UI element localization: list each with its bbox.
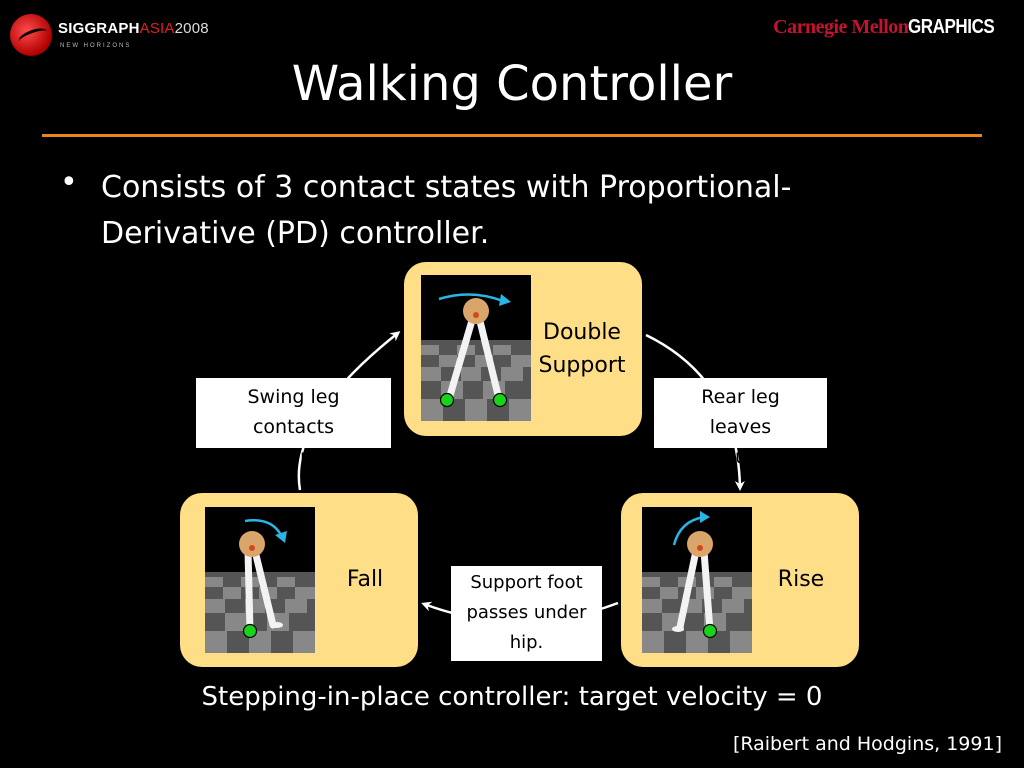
cmu-logo-text: Carnegie Mellon xyxy=(773,16,909,38)
citation: [Raibert and Hodgins, 1991] xyxy=(732,733,1002,755)
graphics-logo-text: GRAPHICS xyxy=(908,16,995,38)
bullet-text: Consists of 3 contact states with Proportional-Derivative (PD) controller. xyxy=(101,170,792,251)
contact-point-icon xyxy=(494,394,507,407)
double-support-figure xyxy=(421,275,531,421)
slide-caption: Stepping-in-place controller: target velocity = 0 xyxy=(201,682,823,712)
bullet-icon: • xyxy=(60,165,78,200)
contact-point-icon xyxy=(704,625,717,638)
siggraph-logo-text: SIGGRAPHASIA2008 xyxy=(58,20,209,37)
slide-title: Walking Controller xyxy=(291,56,733,112)
state-fall xyxy=(180,493,418,667)
state-label-double-support: Double Support xyxy=(538,320,626,378)
contact-point-icon xyxy=(244,625,257,638)
state-double-support xyxy=(404,262,642,436)
transition-swing-leg: Swing leg contacts ground. xyxy=(196,378,391,448)
transition-rear-leg: Rear leg leaves ground. xyxy=(654,378,827,448)
state-label-rise: Rise xyxy=(777,567,825,592)
siggraph-tagline: NEW HORIZONS xyxy=(60,43,132,49)
transition-support-foot: Support foot passes under hip. xyxy=(451,566,602,661)
state-label-fall: Fall xyxy=(346,567,384,592)
fall-figure xyxy=(205,507,315,653)
rise-figure xyxy=(642,507,752,653)
state-rise xyxy=(621,493,859,667)
contact-point-icon xyxy=(441,394,454,407)
